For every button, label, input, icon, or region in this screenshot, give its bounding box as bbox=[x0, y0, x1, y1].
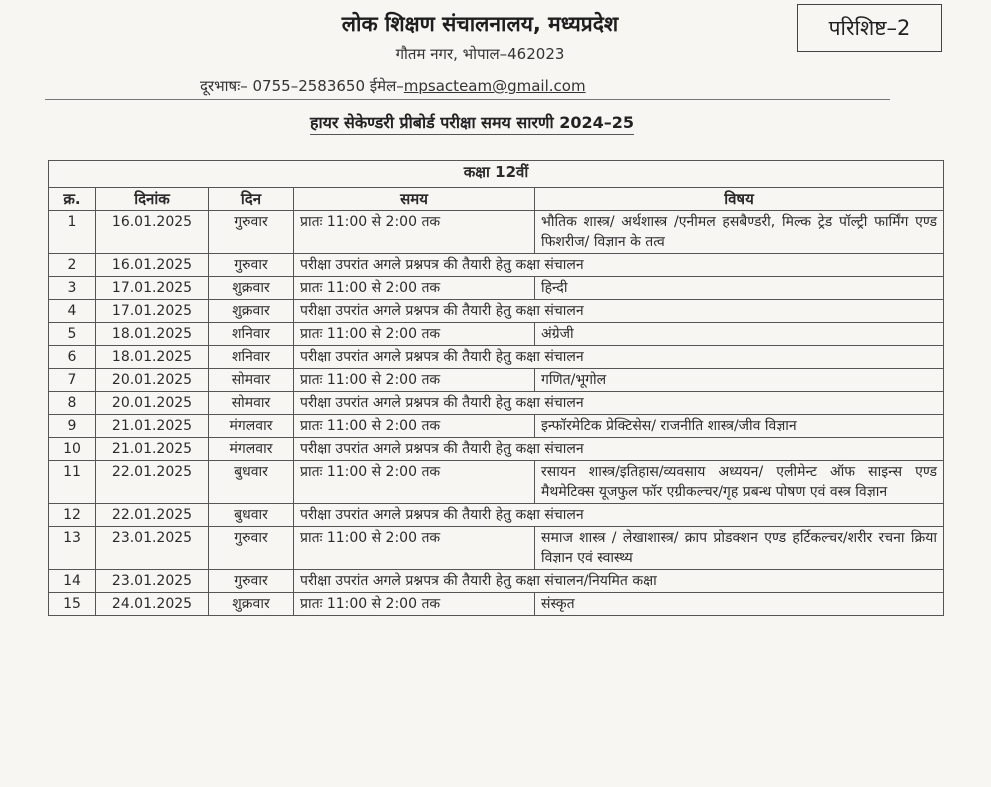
header-divider bbox=[45, 99, 890, 100]
table-row bbox=[49, 593, 944, 616]
day-cell: शनिवार bbox=[209, 346, 294, 369]
day-cell: गुरुवार bbox=[209, 211, 294, 254]
table-row bbox=[49, 369, 944, 392]
serial-cell: 8 bbox=[49, 392, 96, 415]
org-name: लोक शिक्षण संचालनालय, मध्यप्रदेश bbox=[341, 12, 619, 36]
serial-cell: 14 bbox=[49, 570, 96, 593]
table-row bbox=[49, 211, 944, 254]
serial-cell: 9 bbox=[49, 415, 96, 438]
day-cell: शनिवार bbox=[209, 323, 294, 346]
note-cell: परीक्षा उपरांत अगले प्रश्नपत्र की तैयारी हेतु कक्षा संचालन bbox=[294, 346, 944, 369]
day-cell: गुरुवार bbox=[209, 254, 294, 277]
serial-cell: 3 bbox=[49, 277, 96, 300]
table-row bbox=[49, 461, 944, 504]
col-header-subject: विषय bbox=[535, 188, 944, 211]
serial-cell: 2 bbox=[49, 254, 96, 277]
serial-cell: 4 bbox=[49, 300, 96, 323]
column-header-row bbox=[49, 188, 944, 211]
table-row bbox=[49, 254, 944, 277]
note-cell: परीक्षा उपरांत अगले प्रश्नपत्र की तैयारी हेतु कक्षा संचालन bbox=[294, 438, 944, 461]
day-cell: मंगलवार bbox=[209, 438, 294, 461]
day-cell: गुरुवार bbox=[209, 570, 294, 593]
date-cell: 20.01.2025 bbox=[96, 369, 209, 392]
date-cell: 20.01.2025 bbox=[96, 392, 209, 415]
date-cell: 23.01.2025 bbox=[96, 527, 209, 570]
col-header-day: दिन bbox=[209, 188, 294, 211]
annexure-box: परिशिष्ट–2 bbox=[797, 4, 942, 52]
col-header-time: समय bbox=[294, 188, 535, 211]
serial-cell: 7 bbox=[49, 369, 96, 392]
col-header-date: दिनांक bbox=[96, 188, 209, 211]
serial-cell: 1 bbox=[49, 211, 96, 254]
day-cell: सोमवार bbox=[209, 369, 294, 392]
serial-cell: 12 bbox=[49, 504, 96, 527]
table-row bbox=[49, 527, 944, 570]
time-cell: प्रातः 11:00 से 2:00 तक bbox=[294, 461, 535, 504]
serial-cell: 15 bbox=[49, 593, 96, 616]
subject-cell: संस्कृत bbox=[535, 593, 944, 616]
date-cell: 18.01.2025 bbox=[96, 346, 209, 369]
day-cell: गुरुवार bbox=[209, 527, 294, 570]
serial-cell: 5 bbox=[49, 323, 96, 346]
note-cell: परीक्षा उपरांत अगले प्रश्नपत्र की तैयारी हेतु कक्षा संचालन bbox=[294, 392, 944, 415]
contact-line bbox=[200, 76, 586, 96]
date-cell: 16.01.2025 bbox=[96, 211, 209, 254]
date-cell: 18.01.2025 bbox=[96, 323, 209, 346]
day-cell: शुक्रवार bbox=[209, 300, 294, 323]
table-row bbox=[49, 300, 944, 323]
subject-cell: गणित/भूगोल bbox=[535, 369, 944, 392]
time-cell: प्रातः 11:00 से 2:00 तक bbox=[294, 277, 535, 300]
time-cell: प्रातः 11:00 से 2:00 तक bbox=[294, 211, 535, 254]
subject-cell: समाज शास्त्र / लेखाशास्त्र/ क्राप प्रोडक्शन एण्ड हर्टिकल्चर/शरीर रचना क्रिया विज्ञान एवं स्वास्थ्य bbox=[535, 527, 944, 570]
note-cell: परीक्षा उपरांत अगले प्रश्नपत्र की तैयारी हेतु कक्षा संचालन bbox=[294, 300, 944, 323]
schedule-table bbox=[48, 160, 944, 616]
note-cell: परीक्षा उपरांत अगले प्रश्नपत्र की तैयारी हेतु कक्षा संचालन/नियमित कक्षा bbox=[294, 570, 944, 593]
email-link[interactable]: mpsacteam@gmail.com bbox=[403, 77, 586, 95]
col-header-serial: क्र. bbox=[49, 188, 96, 211]
subject-cell: भौतिक शास्त्र/ अर्थशास्त्र /एनीमल हसबैण्डरी, मिल्क ट्रेड पॉल्ट्री फार्मिंग एण्ड फिशरीज/ विज्ञान के तत्व bbox=[535, 211, 944, 254]
document-title: हायर सेकेण्डरी प्रीबोर्ड परीक्षा समय सारणी 2024–25 bbox=[310, 111, 634, 135]
subject-cell: रसायन शास्त्र/इतिहास/व्यवसाय अध्ययन/ एलीमेन्ट ऑफ साइन्स एण्ड मैथमेटिक्स यूजफुल फॉर एग्रीकल्चर/गृह प्रबन्ध पोषण एवं वस्त्र विज्ञान bbox=[535, 461, 944, 504]
serial-cell: 10 bbox=[49, 438, 96, 461]
time-cell: प्रातः 11:00 से 2:00 तक bbox=[294, 323, 535, 346]
day-cell: मंगलवार bbox=[209, 415, 294, 438]
date-cell: 16.01.2025 bbox=[96, 254, 209, 277]
date-cell: 22.01.2025 bbox=[96, 461, 209, 504]
note-cell: परीक्षा उपरांत अगले प्रश्नपत्र की तैयारी हेतु कक्षा संचालन bbox=[294, 504, 944, 527]
note-cell: परीक्षा उपरांत अगले प्रश्नपत्र की तैयारी हेतु कक्षा संचालन bbox=[294, 254, 944, 277]
subject-cell: अंग्रेजी bbox=[535, 323, 944, 346]
date-cell: 24.01.2025 bbox=[96, 593, 209, 616]
day-cell: शुक्रवार bbox=[209, 277, 294, 300]
time-cell: प्रातः 11:00 से 2:00 तक bbox=[294, 415, 535, 438]
table-row bbox=[49, 438, 944, 461]
date-cell: 21.01.2025 bbox=[96, 415, 209, 438]
serial-cell: 6 bbox=[49, 346, 96, 369]
phone-number: 0755–2583650 bbox=[252, 77, 365, 95]
date-cell: 22.01.2025 bbox=[96, 504, 209, 527]
table-row bbox=[49, 323, 944, 346]
serial-cell: 13 bbox=[49, 527, 96, 570]
date-cell: 17.01.2025 bbox=[96, 277, 209, 300]
subject-cell: इन्फॉरमेटिक प्रेक्टिसेस/ राजनीति शास्त्र/जीव विज्ञान bbox=[535, 415, 944, 438]
org-address: गौतम नगर, भोपाल–462023 bbox=[395, 45, 565, 63]
subject-cell: हिन्दी bbox=[535, 277, 944, 300]
table-row bbox=[49, 415, 944, 438]
table-row bbox=[49, 570, 944, 593]
time-cell: प्रातः 11:00 से 2:00 तक bbox=[294, 593, 535, 616]
date-cell: 17.01.2025 bbox=[96, 300, 209, 323]
day-cell: बुधवार bbox=[209, 461, 294, 504]
day-cell: बुधवार bbox=[209, 504, 294, 527]
phone-label: दूरभाषः– bbox=[200, 77, 248, 95]
table-row bbox=[49, 392, 944, 415]
table-row bbox=[49, 277, 944, 300]
time-cell: प्रातः 11:00 से 2:00 तक bbox=[294, 369, 535, 392]
serial-cell: 11 bbox=[49, 461, 96, 504]
day-cell: सोमवार bbox=[209, 392, 294, 415]
class-heading: कक्षा 12वीं bbox=[49, 161, 944, 188]
day-cell: शुक्रवार bbox=[209, 593, 294, 616]
date-cell: 23.01.2025 bbox=[96, 570, 209, 593]
date-cell: 21.01.2025 bbox=[96, 438, 209, 461]
email-label: ईमेल– bbox=[369, 77, 404, 95]
table-row bbox=[49, 504, 944, 527]
table-row bbox=[49, 346, 944, 369]
time-cell: प्रातः 11:00 से 2:00 तक bbox=[294, 527, 535, 570]
